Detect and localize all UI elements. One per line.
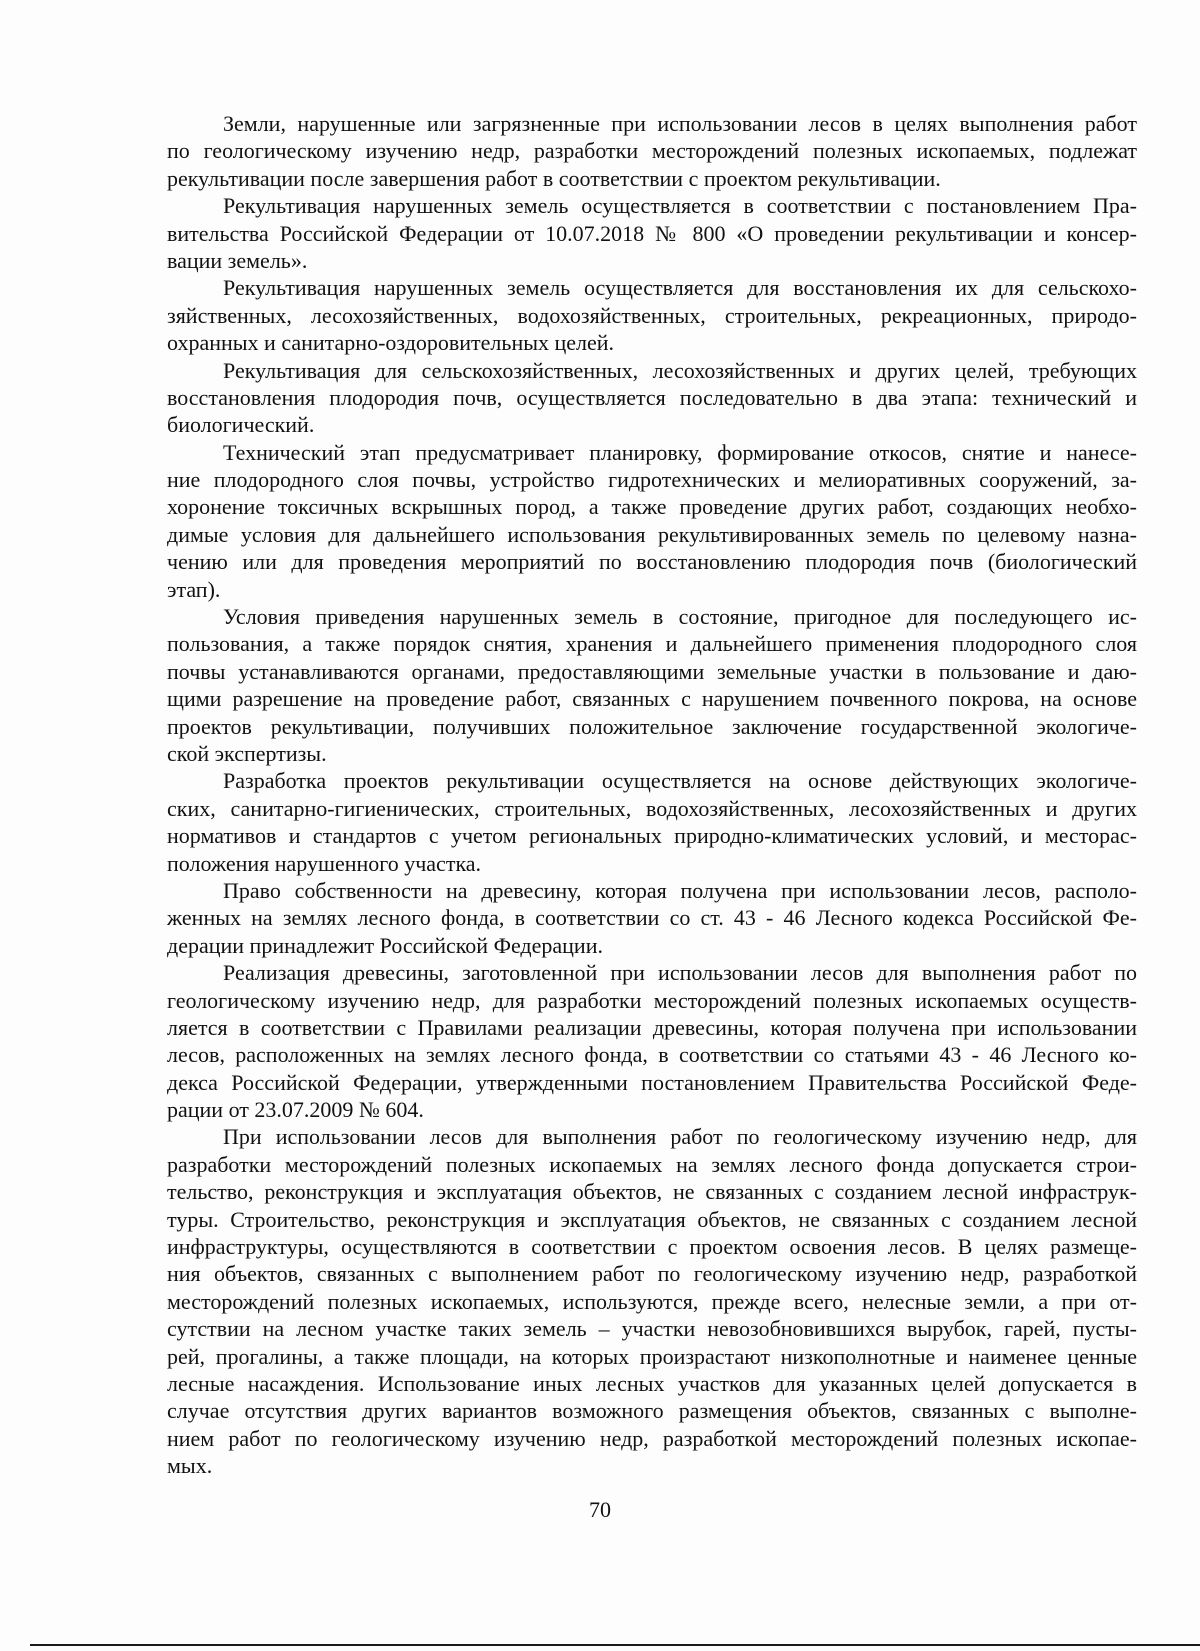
text-line: зяйственных, лесохозяйственных, водохозяйственных, строительных, рекреационных, природо-: [167, 302, 1137, 328]
text-line: Технический этап предусматривает планировку, формирование откосов, снятие и нанесе-: [223, 439, 1137, 465]
text-line: рации от 23.07.2009 № 604.: [167, 1097, 424, 1123]
paragraph: [167, 603, 1137, 767]
text-line: Рекультивация нарушенных земель осуществляется для восстановления их для сельскохо-: [223, 275, 1137, 301]
text-line: вительства Российской Федерации от 10.07.2018 № 800 «О проведении рекультивации и консер-: [167, 220, 1137, 246]
text-line: хоронение токсичных вскрышных пород, а также проведение других работ, создающих необхо-: [167, 494, 1137, 520]
text-line: вации земель».: [167, 247, 308, 273]
text-line: почвы устанавливаются органами, предоставляющими земельные участки в пользование и даю-: [167, 658, 1137, 684]
paragraph: [167, 959, 1137, 1123]
text-line: Право собственности на древесину, которая получена при использовании лесов, располо-: [223, 877, 1137, 903]
text-line: охранных и санитарно-оздоровительных целей.: [167, 330, 615, 356]
text-line: по геологическому изучению недр, разработки месторождений полезных ископаемых, подлежат: [167, 138, 1137, 164]
text-line: нормативов и стандартов с учетом региональных природно-климатических условий, и месторас-: [167, 823, 1137, 849]
text-line: разработки месторождений полезных ископаемых на землях лесного фонда допускается строи-: [167, 1151, 1137, 1177]
text-line: проектов рекультивации, получивших положительное заключение государственной экологиче-: [167, 713, 1137, 739]
text-line: ских, санитарно-гигиенических, строительных, водохозяйственных, лесохозяйственных и других: [167, 795, 1137, 821]
text-line: пользования, а также порядок снятия, хранения и дальнейшего применения плодородного слоя: [167, 631, 1137, 657]
text-line: Рекультивация нарушенных земель осуществляется в соответствии с постановлением Пра-: [223, 193, 1137, 219]
text-line: декса Российской Федерации, утвержденными постановлением Правительства Российской Феде-: [167, 1069, 1137, 1095]
text-line: ние плодородного слоя почвы, устройство гидротехнических и мелиоративных сооружений, за-: [167, 467, 1137, 493]
text-line: ской экспертизы.: [167, 740, 327, 766]
text-line: тельство, реконструкция и эксплуатация объектов, не связанных с созданием лесной инфраструк-: [167, 1179, 1137, 1205]
text-line: геологическому изучению недр, для разработки месторождений полезных ископаемых осуществ-: [167, 987, 1137, 1013]
text-line: Рекультивация для сельскохозяйственных, лесохозяйственных и других целей, требующих: [223, 357, 1137, 383]
text-line: рей, прогалины, а также площади, на которых произрастают низкополнотные и наименее ценные: [167, 1343, 1137, 1369]
text-line: нием работ по геологическому изучению недр, разработкой месторождений полезных ископае-: [167, 1425, 1137, 1451]
text-line: рекультивации после завершения работ в соответствии с проектом рекультивации.: [167, 165, 941, 191]
text-line: случае отсутствия других вариантов возможного размещения объектов, связанных с выполне-: [167, 1398, 1137, 1424]
paragraph: [167, 439, 1137, 603]
text-line: Земли, нарушенные или загрязненные при использовании лесов в целях выполнения работ: [223, 111, 1137, 136]
paragraph: [167, 110, 1137, 192]
text-line: туры. Строительство, реконструкция и эксплуатация объектов, не связанных с созданием лесной: [167, 1206, 1137, 1232]
text-line: положения нарушенного участка.: [167, 850, 482, 876]
text-line: мых.: [167, 1453, 213, 1479]
text-line: этап).: [167, 576, 221, 602]
text-line: биологический.: [167, 412, 315, 438]
page-number: 70: [589, 1497, 611, 1522]
text-line: димые условия для дальнейшего использования рекультивированных земель по целевому назна-: [167, 521, 1137, 547]
text-line: Разработка проектов рекультивации осуществляется на основе действующих экологиче-: [223, 768, 1137, 794]
text-line: чению или для проведения мероприятий по восстановлению плодородия почв (биологический: [167, 549, 1137, 575]
text-line: лесов, расположенных на землях лесного фонда, в соответствии со статьями 43 - 46 Лесного ко-: [167, 1042, 1137, 1068]
paragraph: [167, 877, 1137, 959]
text-line: сутствии на лесном участке таких земель – участки невозобновившихся вырубок, гарей, пусты-: [167, 1316, 1137, 1342]
paragraph: [167, 1123, 1137, 1479]
text-line: щими разрешение на проведение работ, связанных с нарушением почвенного покрова, на основе: [167, 686, 1137, 712]
text-line: ляется в соответствии с Правилами реализации древесины, которая получена при использовании: [167, 1014, 1137, 1040]
text-line: Реализация древесины, заготовленной при использовании лесов для выполнения работ по: [223, 960, 1137, 986]
text-line: Условия приведения нарушенных земель в состояние, пригодное для последующего ис-: [223, 604, 1137, 630]
paragraph: [167, 274, 1137, 356]
bottom-rule: [30, 1644, 1200, 1646]
paragraph: [167, 357, 1137, 439]
text-line: ния объектов, связанных с выполнением работ по геологическому изучению недр, разработкой: [167, 1261, 1137, 1287]
text-line: восстановления плодородия почв, осуществляется последовательно в два этапа: технический и: [167, 384, 1137, 410]
document-body: [167, 110, 1137, 1480]
text-line: месторождений полезных ископаемых, используются, прежде всего, нелесные земли, а при от-: [167, 1288, 1137, 1314]
text-line: лесные насаждения. Использование иных лесных участков для указанных целей допускается в: [167, 1370, 1137, 1396]
text-line: инфраструктуры, осуществляются в соответствии с проектом освоения лесов. В целях размеще-: [167, 1234, 1137, 1260]
paragraph: [167, 767, 1137, 877]
paragraph: [167, 192, 1137, 274]
text-line: дерации принадлежит Российской Федерации.: [167, 932, 603, 958]
text-line: женных на землях лесного фонда, в соответствии со ст. 43 - 46 Лесного кодекса Российской Фе-: [167, 905, 1137, 931]
text-line: При использовании лесов для выполнения работ по геологическому изучению недр, для: [223, 1124, 1137, 1150]
